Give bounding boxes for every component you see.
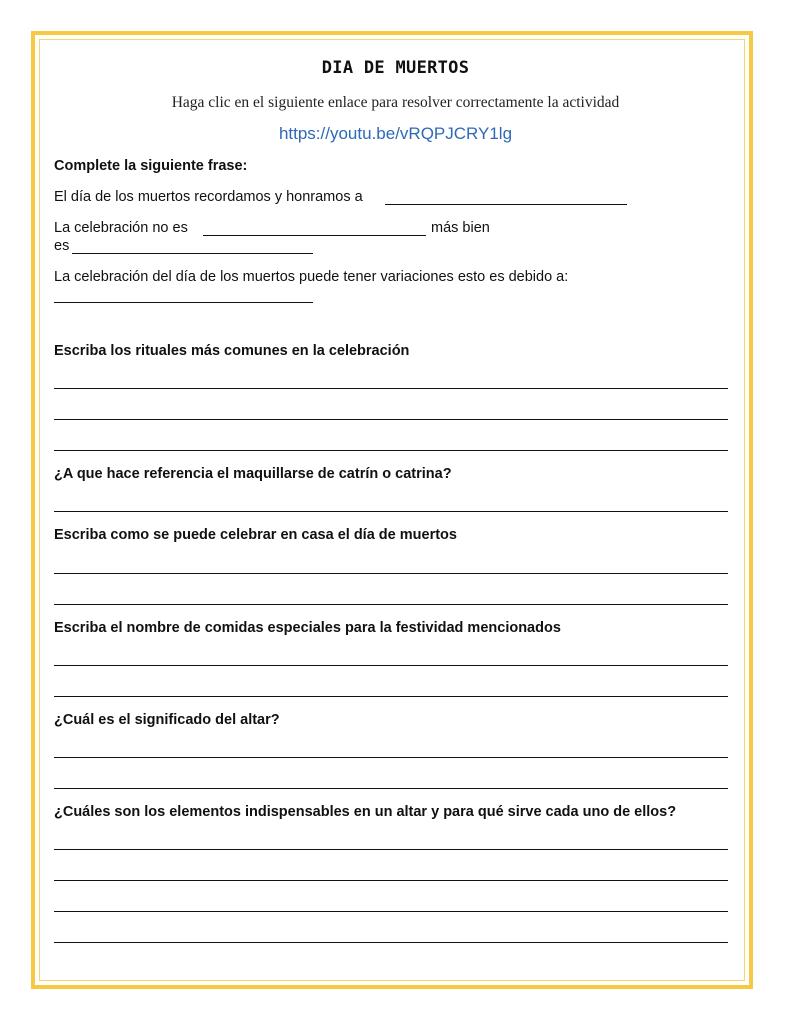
answer-line[interactable] <box>54 942 728 943</box>
answer-line[interactable] <box>54 604 728 605</box>
answer-blank-2b[interactable] <box>72 253 313 254</box>
question-1: Escriba los rituales más comunes en la celebración <box>54 343 410 359</box>
answer-line[interactable] <box>54 665 728 666</box>
question-2: ¿A que hace referencia el maquillarse de catrín o catrina? <box>54 466 452 482</box>
page-title: DIA DE MUERTOS <box>321 58 470 78</box>
sentence-2-part-a: La celebración no es <box>54 220 188 236</box>
answer-line[interactable] <box>54 696 728 697</box>
answer-line[interactable] <box>54 757 728 758</box>
page-border-inner <box>39 39 745 981</box>
answer-blank-2a[interactable] <box>203 235 426 236</box>
answer-line[interactable] <box>54 511 728 512</box>
sentence-2-part-c: es <box>54 238 70 254</box>
question-4: Escriba el nombre de comidas especiales para la festividad mencionados <box>54 620 561 636</box>
answer-line[interactable] <box>54 450 728 451</box>
answer-line[interactable] <box>54 388 728 389</box>
answer-blank-1[interactable] <box>385 204 627 205</box>
answer-line[interactable] <box>54 849 728 850</box>
sentence-2-part-b: más bien <box>431 220 490 236</box>
sentence-1: El día de los muertos recordamos y honramos a <box>54 189 363 205</box>
answer-line[interactable] <box>54 788 728 789</box>
answer-line[interactable] <box>54 880 728 881</box>
question-5: ¿Cuál es el significado del altar? <box>54 712 280 728</box>
section-heading: Complete la siguiente frase: <box>54 158 248 174</box>
video-link[interactable]: https://youtu.be/vRQPJCRY1lg <box>278 124 513 143</box>
question-6: ¿Cuáles son los elementos indispensables en un altar y para qué sirve cada uno de ellos? <box>54 804 677 820</box>
answer-line[interactable] <box>54 573 728 574</box>
answer-line[interactable] <box>54 911 728 912</box>
sentence-3: La celebración del día de los muertos puede tener variaciones esto es debido a: <box>54 269 569 285</box>
question-3: Escriba como se puede celebrar en casa el día de muertos <box>54 527 457 543</box>
answer-blank-3[interactable] <box>54 302 313 303</box>
answer-line[interactable] <box>54 419 728 420</box>
instructions: Haga clic en el siguiente enlace para resolver correctamente la actividad <box>171 94 620 111</box>
